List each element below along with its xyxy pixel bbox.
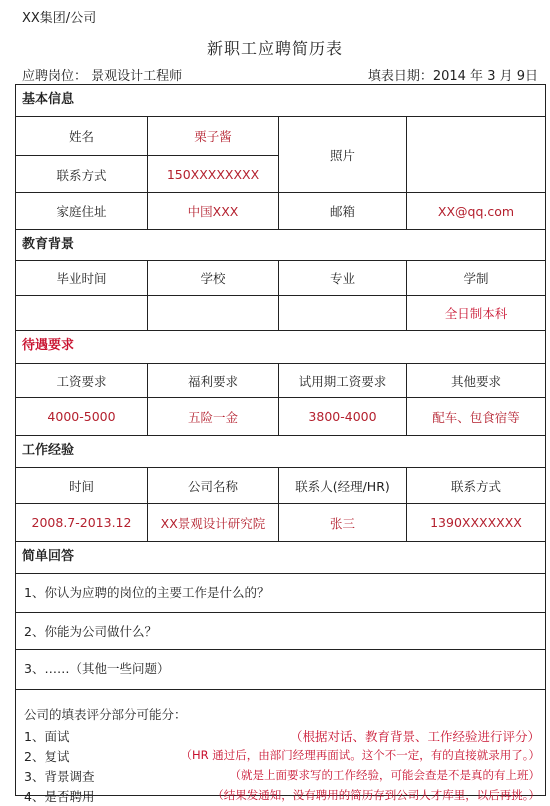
section-experience [16,436,545,468]
address-label: 家庭住址 [16,193,148,229]
note-item [24,727,544,745]
note-label: 1、面试 [24,729,70,744]
resume-form-table [15,84,546,804]
edu-value-major [279,296,407,330]
note-desc: （结果发通知，没有聘用的简历存到公司人才库里，以后再挑。） [212,788,540,802]
section-education [16,230,545,261]
exp-value-time: 2008.7-2013.12 [16,504,148,541]
exp-header-company: 公司名称 [148,468,279,503]
note-label: 2、复试 [24,749,70,764]
basic-row-3 [16,193,545,230]
treat-value-salary: 4000-5000 [16,398,148,435]
section-title-education: 教育背景 [22,237,75,252]
email-label: 邮箱 [279,193,407,229]
name-value: 栗子酱 [148,117,279,156]
section-basic-info [16,85,545,117]
qa-row-1 [16,574,545,613]
edu-header-major: 专业 [279,261,407,295]
note-item [24,767,544,785]
qa-row-2 [16,613,545,650]
question-2: 2、你能为公司做什么？ [24,624,157,639]
treat-header-probation: 试用期工资要求 [279,364,407,397]
qa-row-3 [16,650,545,690]
section-title-treatment: 待遇要求 [22,338,75,353]
note-item [24,787,544,805]
exp-header-contact: 联系方式 [450,478,501,494]
edu-value-school [148,296,279,330]
treat-value-welfare: 五险一金 [148,398,279,435]
section-title-qa: 简单回答 [22,549,75,564]
experience-value-row [16,504,545,542]
photo-slot [407,117,545,193]
position-applied: 应聘岗位： 景观设计工程师 [22,69,183,84]
contact-label: 联系方式 [16,156,148,193]
edu-value-time [16,296,148,330]
treat-header-other: 其他要求 [450,373,501,389]
edu-header-school: 学校 [148,261,279,295]
section-title-basic: 基本信息 [22,92,75,107]
question-3: 3、……（其他一些问题） [24,661,170,676]
fill-date: 填表日期：2014 年 3 月 9日 [367,69,538,84]
treat-value-other: 配车、包食宿等 [432,409,520,425]
education-value-row [16,296,545,331]
note-label: 4、是否聘用 [24,789,95,804]
note-item [24,747,544,765]
note-desc: （HR 通过后，由部门经理再面试。这个不一定，有的直接就录用了。） [180,748,540,762]
note-label: 3、背景调查 [24,769,95,784]
education-header-row [16,261,545,296]
edu-header-system: 学制 [463,271,489,286]
exp-value-contact: 1390XXXXXXX [430,515,522,530]
contact-value: 150XXXXXXXX [148,156,279,193]
treatment-header-row [16,364,545,398]
company-name: XX集团/公司 [22,11,97,26]
treat-value-probation: 3800-4000 [279,398,407,435]
edu-header-time: 毕业时间 [16,261,148,295]
treat-header-salary: 工资要求 [16,364,148,397]
treat-header-welfare: 福利要求 [148,364,279,397]
exp-value-company: XX景观设计研究院 [148,504,279,541]
exp-header-contact-person: 联系人(经理/HR) [279,468,407,503]
section-treatment [16,331,545,364]
treatment-value-row [16,398,545,436]
note-desc: （就是上面要求写的工作经验，可能会查是不是真的有上班） [229,768,540,782]
address-value: 中国XXX [148,193,279,229]
photo-label: 照片 [279,117,407,193]
experience-header-row [16,468,545,504]
email-value: XX@qq.com [437,203,515,219]
note-desc: （根据对话、教育背景、工作经验进行评分） [289,729,540,744]
name-label: 姓名 [16,117,148,156]
question-1: 1、你认为应聘的岗位的主要工作是什么的？ [24,585,270,600]
notes-heading: 公司的填表评分部分可能分： [24,707,187,722]
section-title-experience: 工作经验 [22,443,75,458]
section-qa [16,542,545,574]
exp-header-time: 时间 [16,468,148,503]
edu-value-system: 全日制本科 [444,306,508,321]
exp-value-contact-person: 张三 [279,504,407,541]
form-title: 新职工应聘简历表 [206,39,343,58]
